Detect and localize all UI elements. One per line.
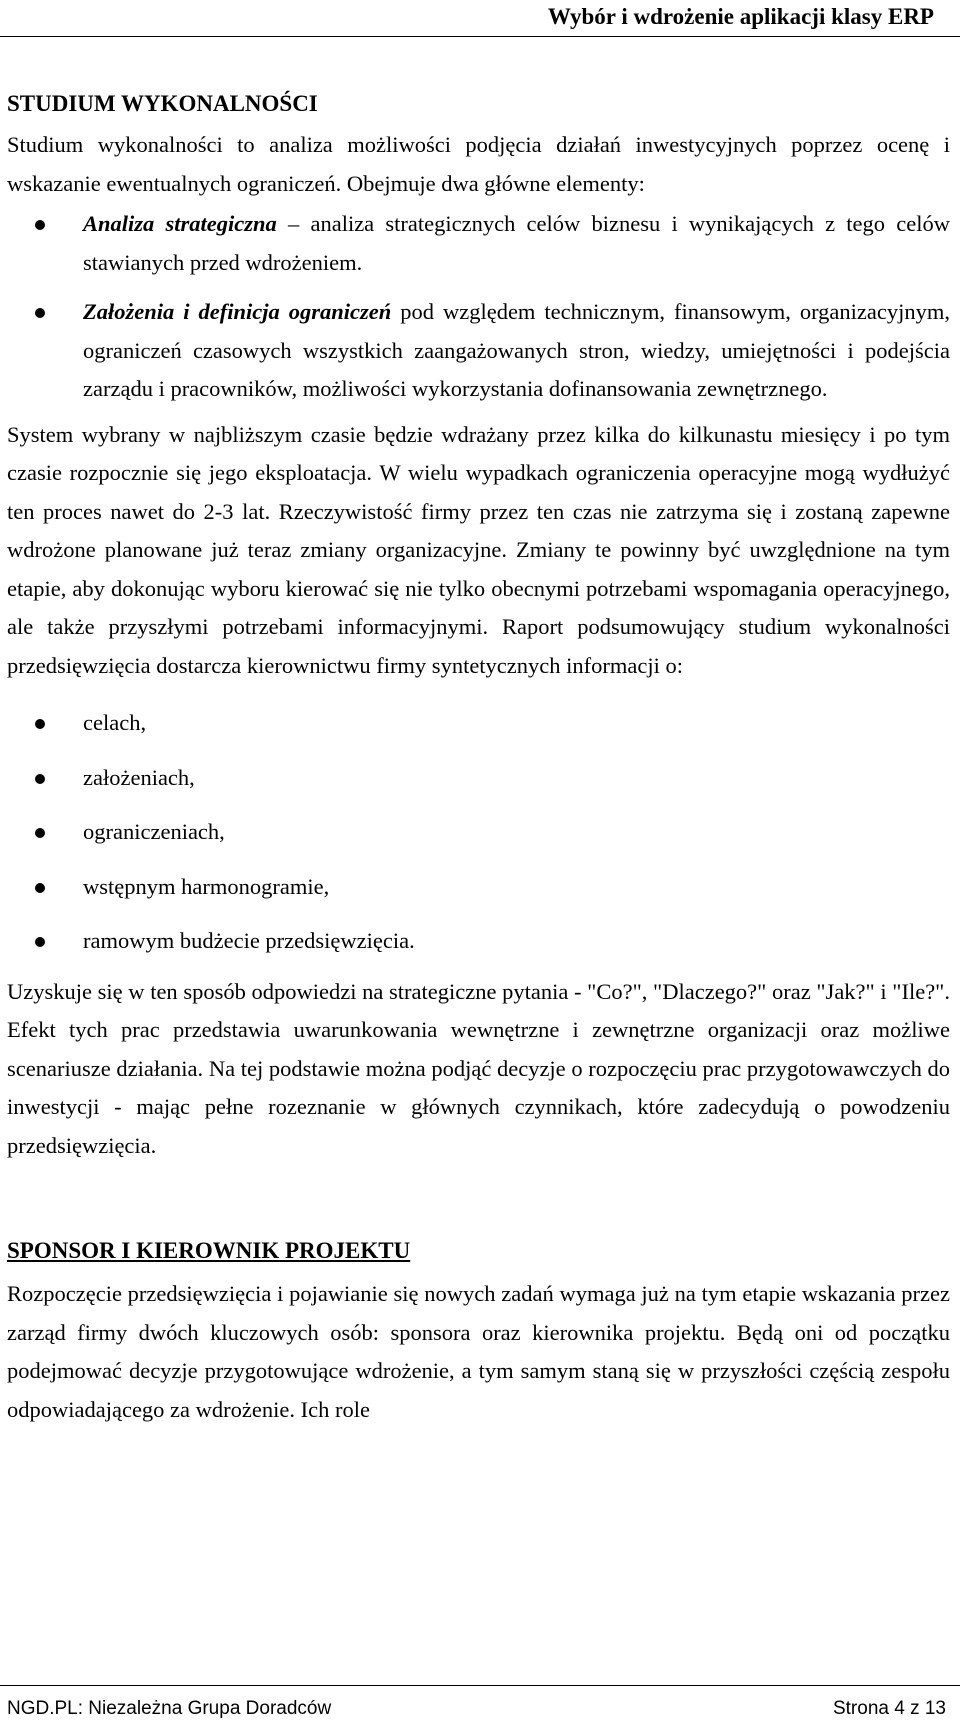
paragraph-sponsor: Rozpoczęcie przedsięwzięcia i pojawianie się nowych zadań wymaga już na tym etapie wskazania przez zarząd firmy dwóch kluczowych osób: sponsora oraz kierownika projektu. Będą oni od początku podejmować decyzje przygotowujące wdrożenie, a tym samym staną się w przyszłości częścią zespołu odpowiadającego za wdrożenie. Ich role bbox=[7, 1281, 950, 1422]
list-item-text: celach, bbox=[83, 710, 147, 735]
list-item bbox=[7, 922, 950, 961]
list-item bbox=[7, 293, 950, 409]
bullet-icon bbox=[35, 220, 45, 230]
footer-company: NGD.PL: Niezależna Grupa Doradców bbox=[7, 1698, 332, 1719]
list-item bbox=[7, 704, 950, 743]
list-item-text: ramowym budżecie przedsięwzięcia. bbox=[83, 928, 415, 953]
term-assumptions: Założenia i definicja ograniczeń bbox=[83, 299, 392, 324]
list-item bbox=[7, 759, 950, 798]
element-list bbox=[7, 205, 950, 409]
list-item bbox=[7, 868, 950, 907]
document-title: Wybór i wdrożenie aplikacji klasy ERP bbox=[547, 4, 934, 29]
bullet-icon bbox=[35, 308, 45, 318]
list-item bbox=[7, 813, 950, 852]
list-item bbox=[7, 205, 950, 282]
list-item-text: pod względem technicznym, finansowym, organizacyjnym, ograniczeń czasowych wszystkich zaangażowanych stron, wiedzy, umiejętności i podejścia zarządu i pracowników, możliwości wykorzystania dofinansowania zewnętrznego. bbox=[83, 299, 951, 401]
bullet-icon bbox=[35, 937, 45, 947]
paragraph-summary: Uzyskuje się w ten sposób odpowiedzi na strategiczne pytania - "Co?", "Dlaczego?" oraz "Jak?" i "Ile?". Efekt tych prac przedstawia uwarunkowania wewnętrzne i zewnętrzne organizacji oraz możliwe scenariusze działania. Na tej podstawie można podjąć decyzje o rozpoczęciu prac przygotowawczych do inwestycji - mając pełne rozeznanie w głównych czynnikach, które zadecydują o powodzeniu przedsięwzięcia. bbox=[7, 978, 950, 1158]
bullet-icon bbox=[35, 774, 45, 784]
bullet-icon bbox=[35, 828, 45, 838]
bullet-icon bbox=[35, 719, 45, 729]
list-item-text: wstępnym harmonogramie, bbox=[83, 873, 330, 899]
section-heading-sponsor: SPONSOR I KIEROWNIK PROJEKTU bbox=[7, 1238, 411, 1263]
running-header bbox=[0, 0, 960, 37]
running-footer bbox=[0, 1685, 960, 1727]
report-list bbox=[7, 704, 950, 961]
bullet-icon bbox=[35, 883, 45, 893]
list-item-text: założeniach, bbox=[83, 764, 195, 790]
list-item-text: – analiza strategicznych celów biznesu i wynikających z tego celów stawianych przed wdrożeniem. bbox=[83, 211, 950, 275]
paragraph-intro: Studium wykonalności to analiza możliwości podjęcia działań inwestycyjnych poprzez ocenę i wskazanie ewentualnych ograniczeń. Obejmuje dwa główne elementy: bbox=[7, 132, 950, 196]
section-heading-feasibility: STUDIUM WYKONALNOŚCI bbox=[7, 91, 318, 116]
term-strategic-analysis: Analiza strategiczna bbox=[83, 211, 277, 236]
page-content bbox=[7, 84, 950, 1429]
page-number: Strona 4 z 13 bbox=[832, 1698, 946, 1719]
paragraph-system: System wybrany w najbliższym czasie będzie wdrażany przez kilka do kilkunastu miesięcy i po tym czasie rozpocznie się jego eksploatacja. W wielu wypadkach ograniczenia operacyjne mogą wydłużyć ten proces nawet do 2-3 lat. Rzeczywistość firmy przez ten czas nie zatrzyma się i zostaną zapewne wdrożone planowane już teraz zmiany organizacyjne. Zmiany te powinny być uwzględnione na tym etapie, aby dokonując wyboru kierować się nie tylko obecnymi potrzebami wspomagania operacyjnego, ale także przyszłymi potrzebami informacyjnymi. Raport podsumowujący studium wykonalności przedsięwzięcia dostarcza kierownictwu firmy syntetycznych informacji o: bbox=[7, 421, 950, 678]
list-item-text: ograniczeniach, bbox=[83, 819, 225, 844]
